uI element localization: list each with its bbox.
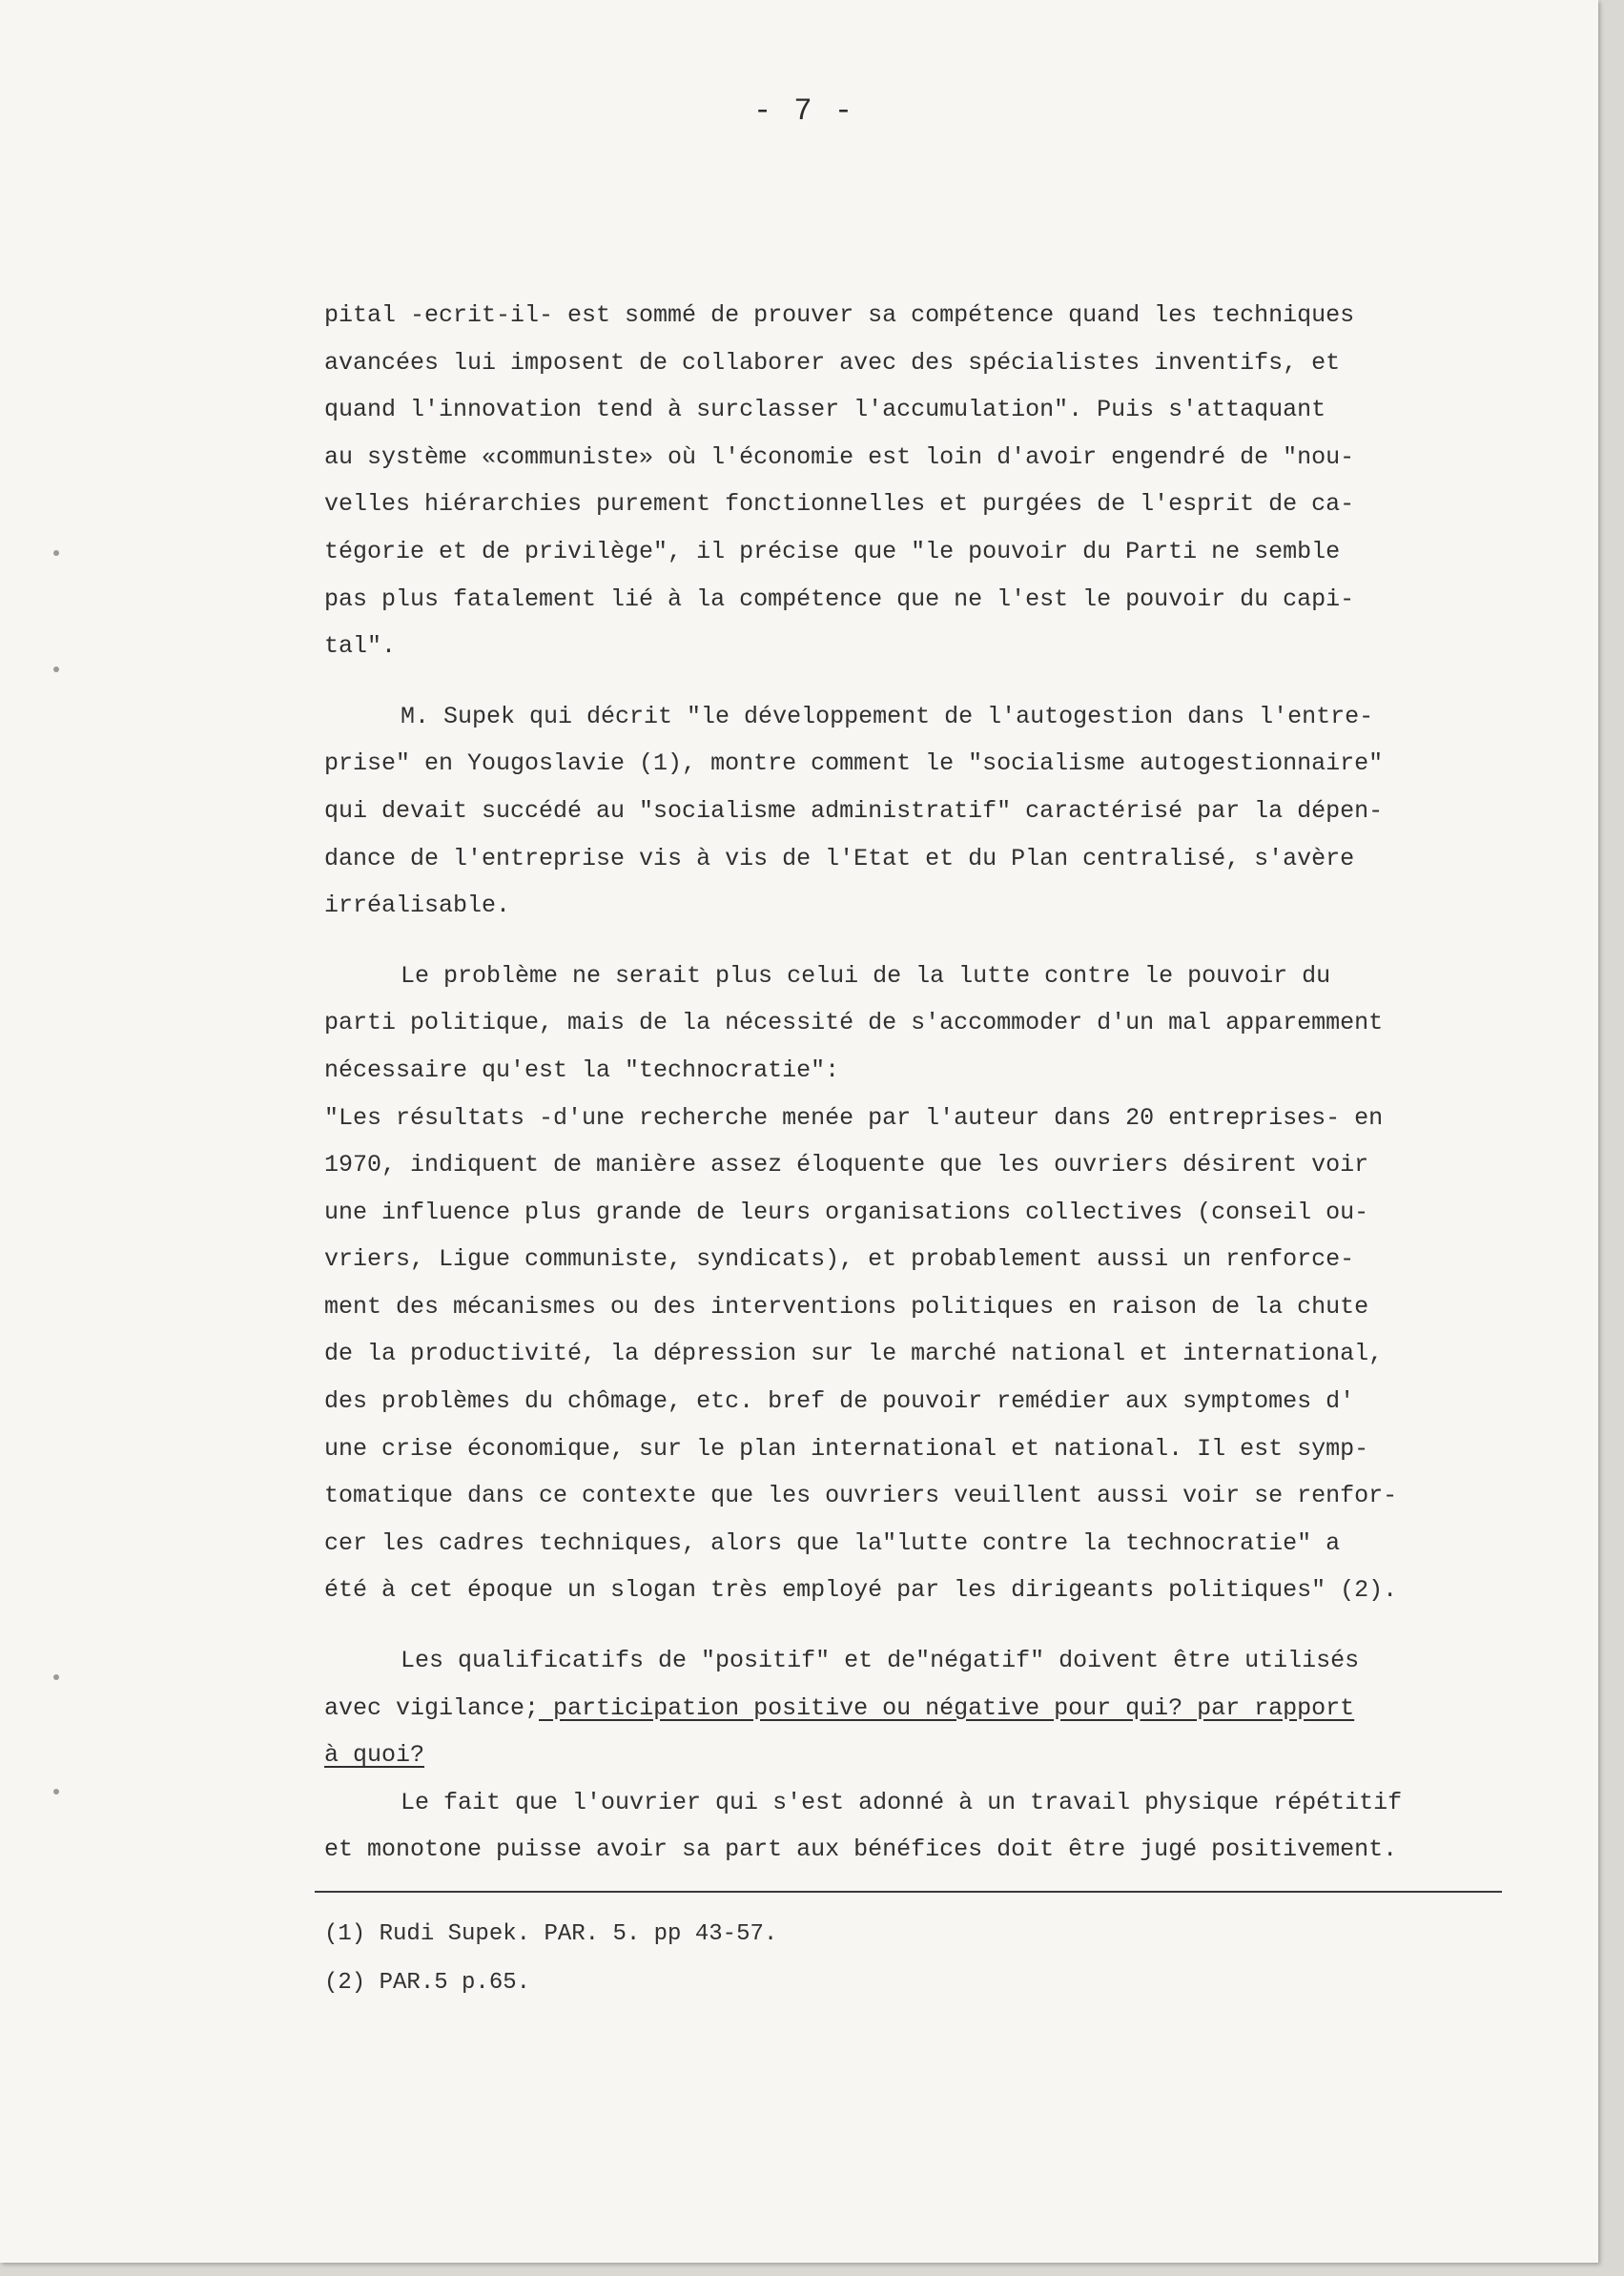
text-line: avancées lui imposent de collaborer avec des spécialistes inventifs, et [324, 348, 1341, 377]
text-line: pital -ecrit-il- est sommé de prouver sa compétence quand les techniques [324, 301, 1355, 329]
page-number: - 7 - [753, 93, 855, 129]
text-line: tégorie et de privilège", il précise que "le pouvoir du Parti ne semble [324, 537, 1341, 565]
text-line: parti politique, mais de la nécessité de s'accommoder d'un mal apparemment [324, 1009, 1384, 1037]
paragraph-5 [324, 1637, 1497, 1779]
text-line: et monotone puisse avoir sa part aux bénéfices doit être jugé positivement. [324, 1835, 1398, 1864]
text-line: qui devait succédé au "socialisme administratif" caractérisé par la dépen- [324, 796, 1384, 825]
text-line: été à cet époque un slogan très employé par les dirigeants politiques" (2). [324, 1576, 1398, 1605]
punch-hole-mark [53, 1674, 59, 1680]
text-line: "Les résultats -d'une recherche menée par l'auteur dans 20 entreprises- en [324, 1103, 1384, 1132]
text-line: irréalisable. [324, 892, 511, 920]
text-line: tomatique dans ce contexte que les ouvriers veuillent aussi voir se renfor- [324, 1482, 1398, 1510]
quotation-paragraph [324, 1095, 1497, 1615]
text-line: pas plus fatalement lié à la compétence que ne l'est le pouvoir du capi- [324, 584, 1355, 613]
text-line: une crise économique, sur le plan international et national. Il est symp- [324, 1434, 1369, 1463]
text-line: 1970, indiquent de manière assez éloquente que les ouvriers désirent voir [324, 1151, 1369, 1179]
paragraph-3 [324, 953, 1497, 1095]
text-line: vriers, Ligue communiste, syndicats), et probablement aussi un renforce- [324, 1245, 1355, 1274]
paragraph-6 [324, 1779, 1497, 1874]
paragraph-2 [324, 693, 1497, 930]
punch-hole-mark [53, 1789, 59, 1794]
text-line: Le fait que l'ouvrier qui s'est adonné à un travail physique répétitif [401, 1788, 1403, 1816]
text-line: au système «communiste» où l'économie est loin d'avoir engendré de "nou- [324, 442, 1355, 471]
text-line: tal". [324, 632, 397, 661]
text-line: de la productivité, la dépression sur le marché national et international, [324, 1340, 1384, 1368]
footnote-1: (1) Rudi Supek. PAR. 5. pp 43-57. [324, 1921, 778, 1947]
text-line: prise" en Yougoslavie (1), montre comment le "socialisme autogestionnaire" [324, 749, 1384, 778]
footnotes [324, 1910, 1469, 2007]
footnote-2: (2) PAR.5 p.65. [324, 1970, 531, 1996]
text-line: Les qualificatifs de "positif" et de"négatif" doivent être utilisés [401, 1647, 1360, 1675]
text-line: des problèmes du chômage, etc. bref de pouvoir remédier aux symptomes d' [324, 1387, 1355, 1416]
text-line: avec vigilance; [324, 1693, 540, 1722]
underlined-question: participation positive ou négative pour qui? par rapport [539, 1693, 1355, 1722]
text-line: ment des mécanismes ou des interventions politiques en raison de la chute [324, 1292, 1369, 1321]
text-line: cer les cadres techniques, alors que la"lutte contre la technocratie" a [324, 1528, 1341, 1557]
text-line: velles hiérarchies purement fonctionnelles et purgées de l'esprit de ca- [324, 490, 1355, 519]
underlined-question: à quoi? [324, 1741, 425, 1770]
text-line: quand l'innovation tend à surclasser l'accumulation". Puis s'attaquant [324, 396, 1326, 424]
text-line: Le problème ne serait plus celui de la lutte contre le pouvoir du [401, 961, 1331, 990]
text-line: dance de l'entreprise vis à vis de l'Etat et du Plan centralisé, s'avère [324, 844, 1355, 872]
punch-hole-mark [53, 550, 59, 556]
footnote-separator [315, 1891, 1502, 1893]
text-line: nécessaire qu'est la "technocratie": [324, 1056, 840, 1084]
body-text [324, 292, 1497, 1874]
punch-hole-mark [53, 666, 59, 672]
paragraph-1 [324, 292, 1497, 670]
text-line: M. Supek qui décrit "le développement de l'autogestion dans l'entre- [401, 702, 1374, 730]
text-line: une influence plus grande de leurs organisations collectives (conseil ou- [324, 1198, 1369, 1226]
